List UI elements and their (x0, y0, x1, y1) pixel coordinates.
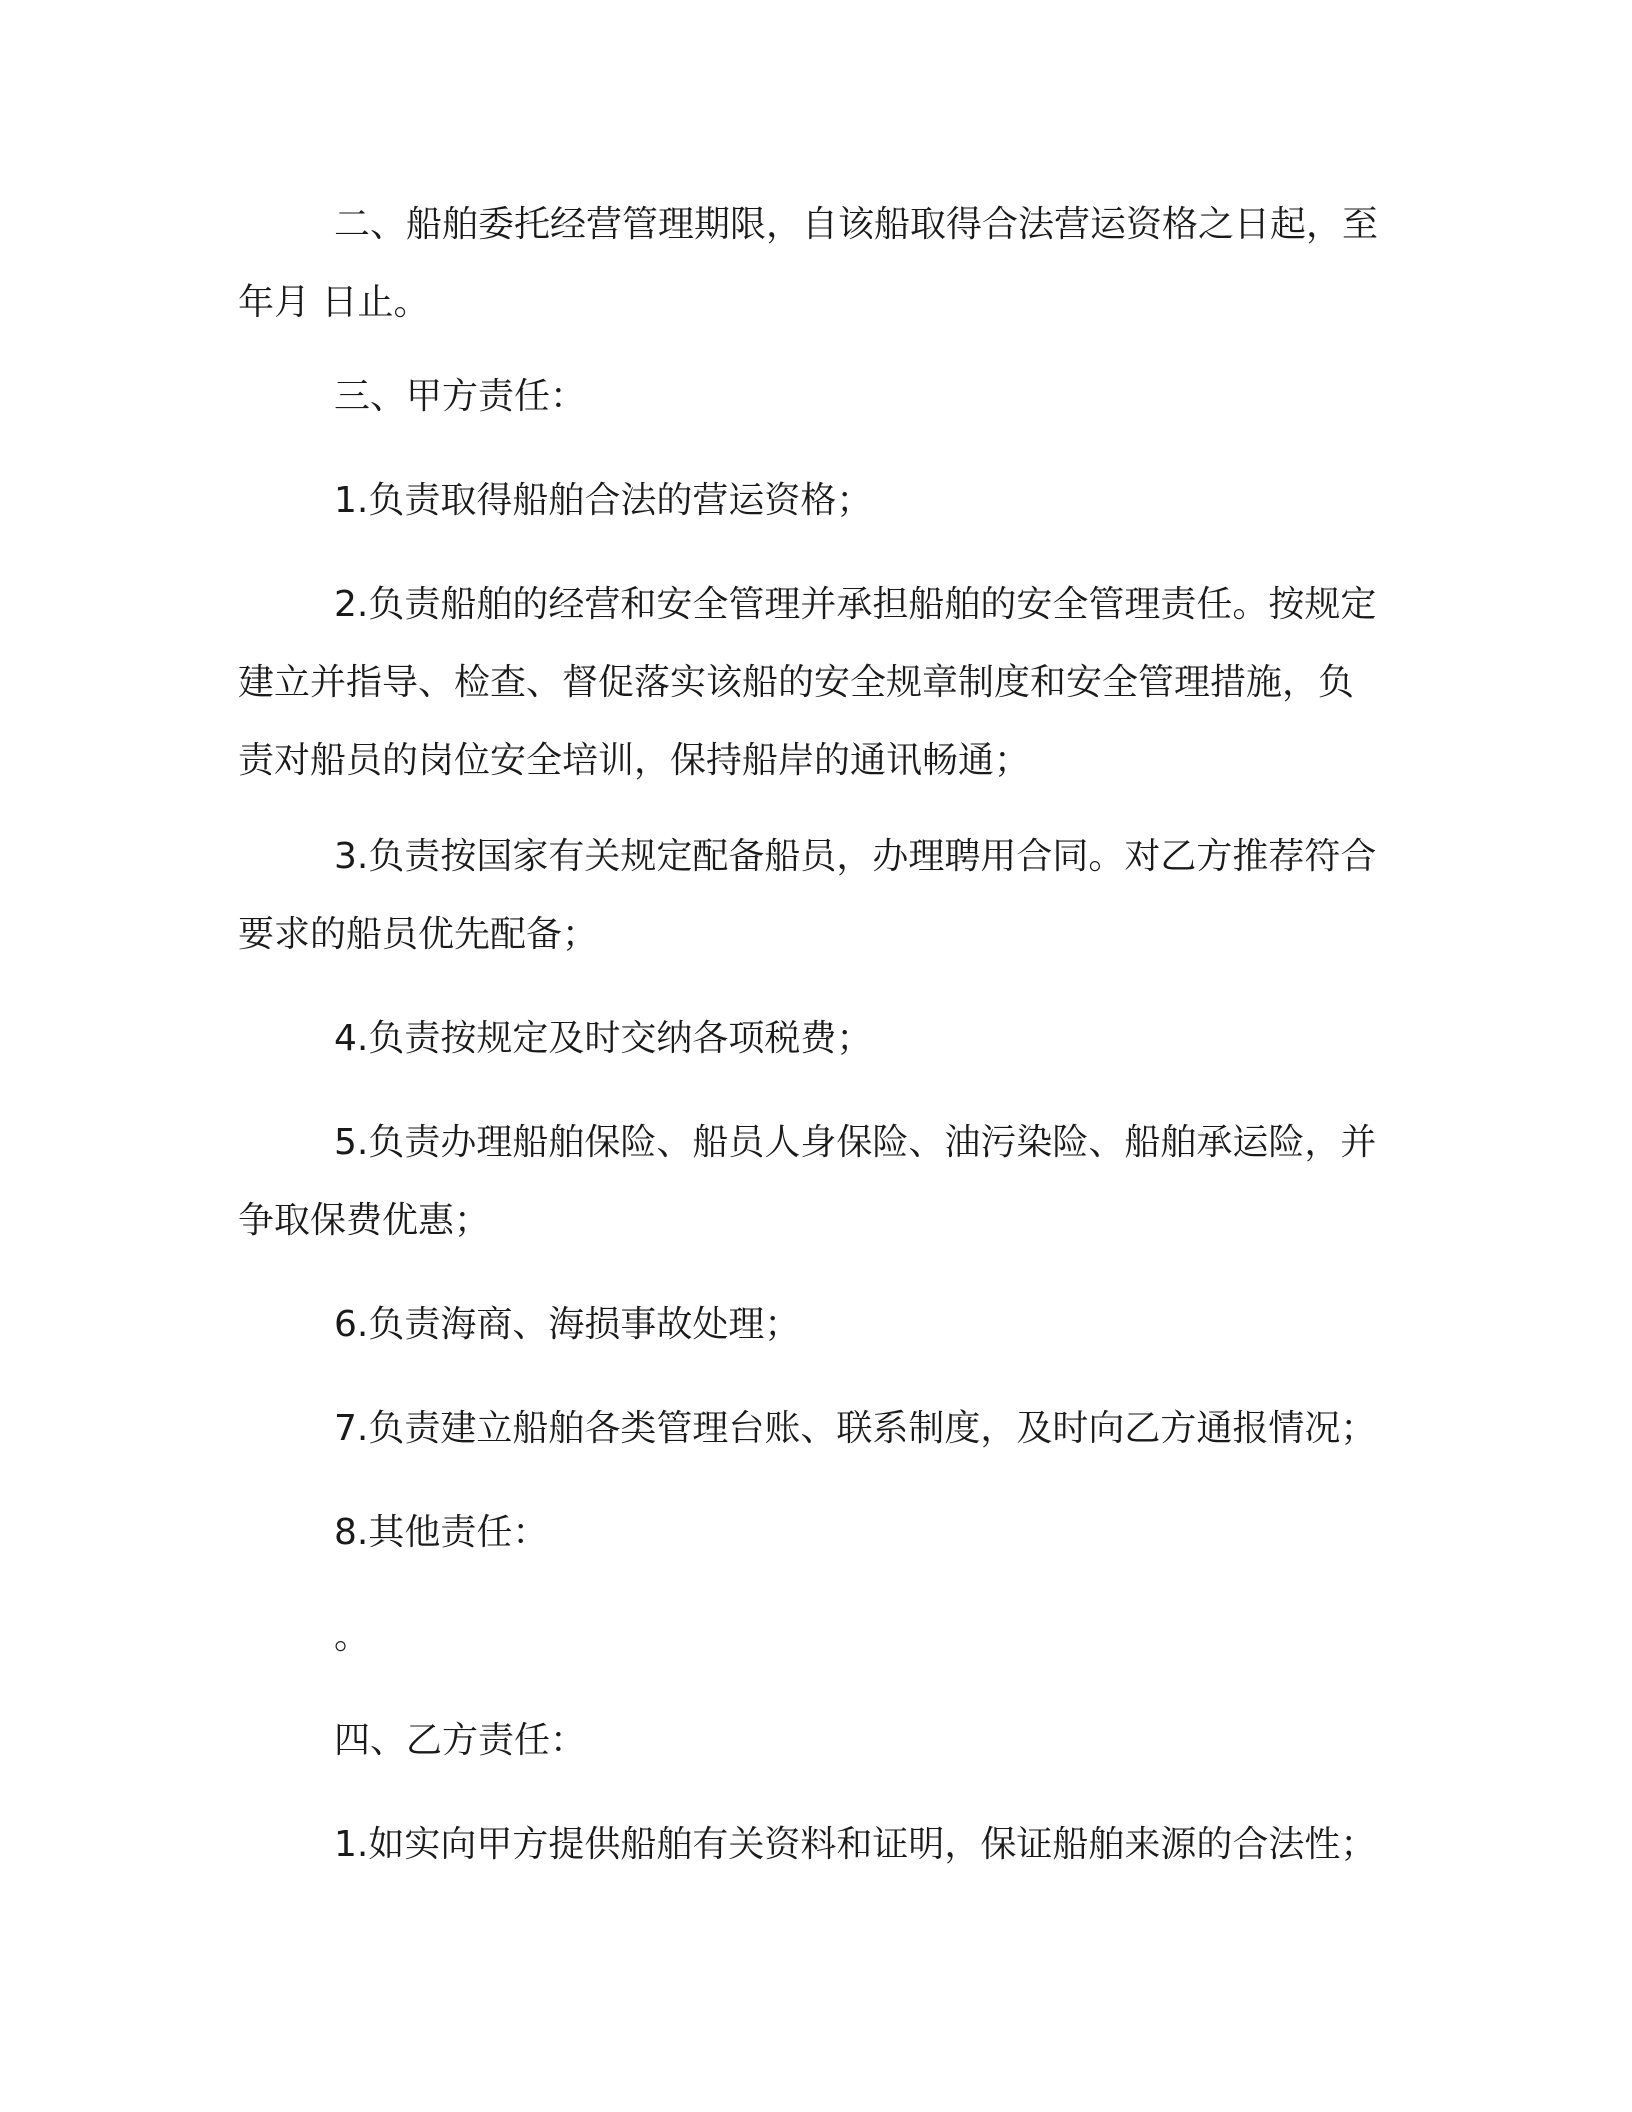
party-a-item-2: 2.负责船舶的经营和安全管理并承担船舶的安全管理责任。按规定建立并指导、检查、督促落实该船的安全规章制度和安全管理措施，负责对船员的岗位安全培训，保持船岸的通讯畅通； (238, 584, 1377, 781)
section-heading-party-a: 三、甲方责任： (334, 376, 587, 417)
party-a-item-8-blank: 。 (334, 1616, 371, 1657)
party-a-item-3: 3.负责按国家有关规定配备船员，办理聘用合同。对乙方推荐符合要求的船员优先配备； (238, 836, 1377, 955)
party-a-item-6: 6.负责海商、海损事故处理； (334, 1304, 801, 1345)
party-a-item-5: 5.负责办理船舶保险、船员人身保险、油污染险、船舶承运险，并争取保费优惠； (238, 1122, 1377, 1241)
section-heading-party-b: 四、乙方责任： (334, 1720, 587, 1761)
party-a-item-1: 1.负责取得船舶合法的营运资格； (334, 480, 873, 521)
party-b-item-1: 1.如实向甲方提供船舶有关资料和证明，保证船舶来源的合法性； (334, 1824, 1377, 1865)
clause-management-term: 二、船舶委托经营管理期限，自该船取得合法营运资格之日起，至年月 日止。 (238, 204, 1379, 323)
party-a-item-8: 8.其他责任： (334, 1512, 549, 1553)
party-a-item-4: 4.负责按规定及时交纳各项税费； (334, 1018, 873, 1059)
party-a-item-7: 7.负责建立船舶各类管理台账、联系制度，及时向乙方通报情况； (334, 1408, 1377, 1449)
